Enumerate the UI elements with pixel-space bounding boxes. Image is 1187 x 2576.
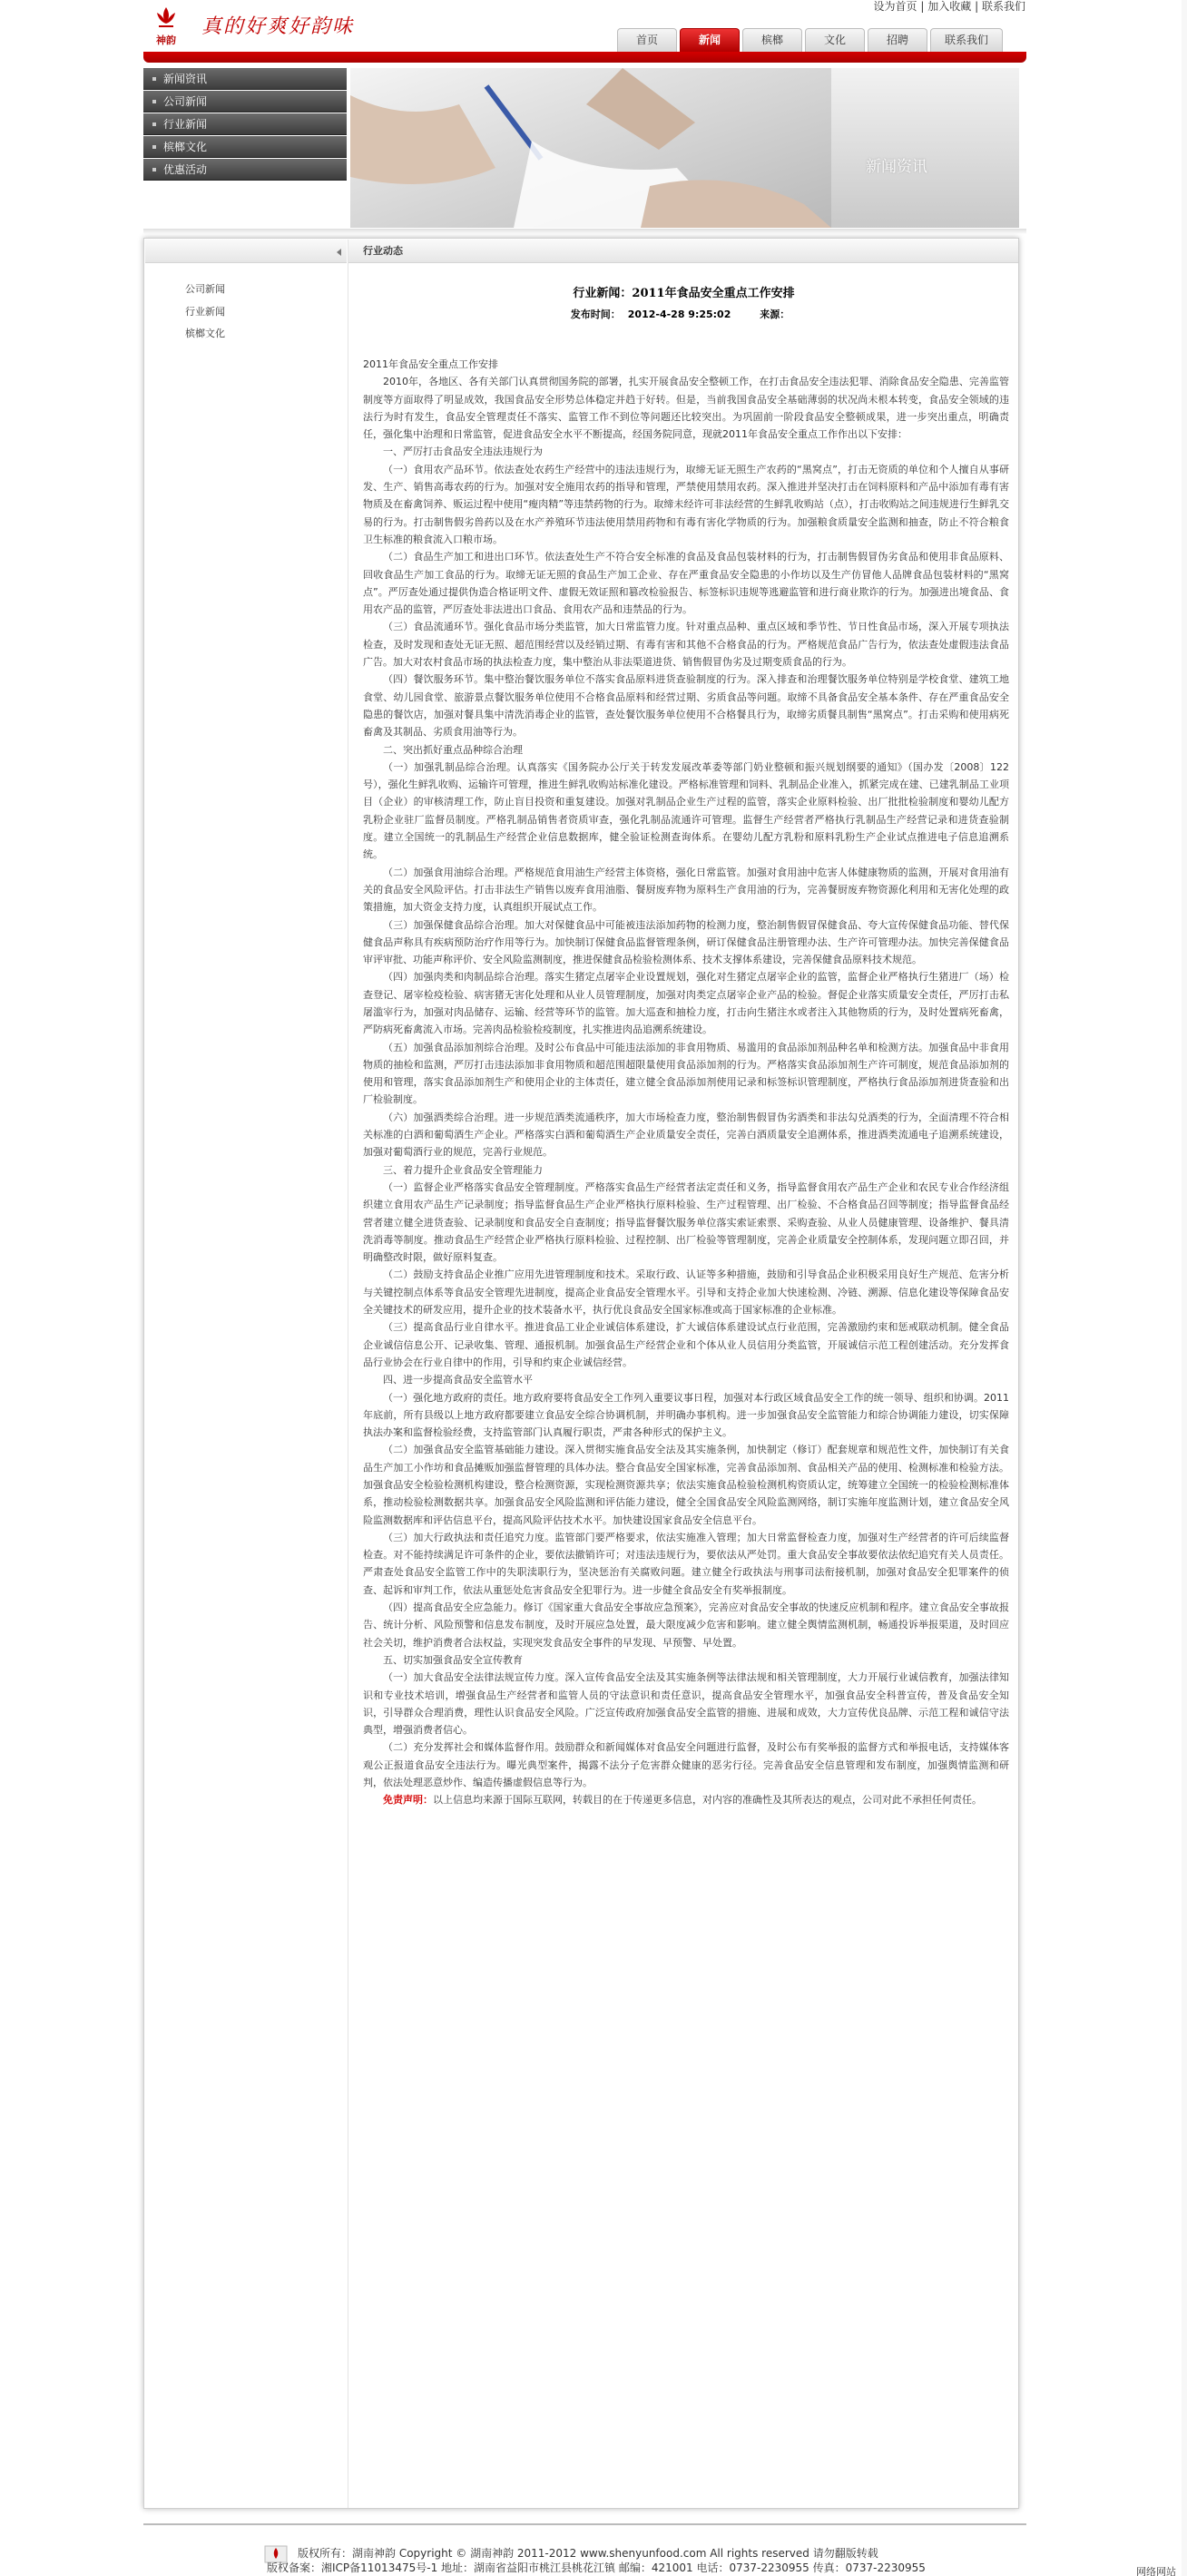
banner-image	[350, 68, 831, 228]
nav-tab-jobs[interactable]: 招聘	[868, 28, 927, 52]
left-menu-label: 新闻资讯	[163, 73, 208, 85]
article-paragraph: （一）加大食品安全法律法规宣传力度。深入宣传食品安全法及其实施条例等法律法规和相关管理制度，大力开展行业诚信教育，加强法律知识和专业技术培训，增强食品生产经营者和监管人员的守法意识和责任意识，提高食品安全管理水平，加强食品安全科普宣传，普及食品安全知识，引导群众合理消费，理性认识食品安全风险。广泛宣传政府加强食品安全监管的措施、进展和成效，大力宣传优良品牌、示范工程和诚信守法典型，增强消费者信心。	[363, 1671, 1009, 1737]
left-menu-company-news[interactable]	[143, 91, 347, 113]
nav-red-bar	[143, 52, 1026, 63]
bullet-icon	[152, 100, 156, 103]
article-paragraph: 三、着力提升企业食品安全管理能力	[383, 1163, 543, 1176]
article-panel	[348, 240, 1018, 2508]
banner-separator	[143, 229, 1026, 234]
article-paragraph: （一）强化地方政府的责任。地方政府要将食品安全工作列入重要议事日程，加强对本行政区域食品安全工作的统一领导、组织和协调。2011年底前，所有县级以上地方政府都要建立食品安全综合协调机制，并明确办事机构。进一步加强食品安全监管能力和综合协调能力建设，切实保障执法办案和监督检验经费，支持监管部门认真履行职责，严肃各种形式的保护主义。	[363, 1391, 1009, 1439]
article-paragraph: （三）提高食品行业自律水平。推进食品工业企业诚信体系建设，扩大诚信体系建设试点行业范围，完善激励约束和惩戒联动机制。健全食品企业诚信信息公开、记录收集、管理、通报机制。加强食品生产经营企业和个体从业人员信用分类监管，开展诚信示范工程创建活动。充分发挥食品行业协会在行业自律中的作用，引导和约束企业诚信经营。	[363, 1321, 1009, 1368]
set-homepage-link[interactable]: 设为首页	[873, 0, 917, 13]
nav-tab-culture[interactable]: 文化	[805, 28, 865, 52]
disclaimer-text: 以上信息均来源于国际互联网，转载目的在于传递更多信息，对内容的准确性及其所表达的观点，公司对此不承担任何责任。	[433, 1794, 982, 1807]
article-body	[363, 356, 1009, 1809]
article-paragraph: （一）加强乳制品综合治理。认真落实《国务院办公厅关于转发发展改革委等部门奶业整顿和振兴规划纲要的通知》（国办发〔2008〕122号），强化生鲜乳收购、运输许可管理，推进生鲜乳收购站标准化建设。严格标准管理和饲料、乳制品企业准入，抓紧完成在建、已建乳制品工业项目（企业）的审核清理工作，防止盲目投资和重复建设。加强对乳制品企业生产过程的监管，落实企业原料检验、出厂批批检验制度和婴幼儿配方乳粉企业驻厂监督员制度。严格乳制品销售者资质审查，强化乳制品流通许可管理。监督生产经营者严格执行乳制品生产经营记录和进货查验制度。建立全国统一的乳制品生产经营企业信息数据库，健全验证检测查询体系。在婴幼儿配方乳粉和原料乳粉生产企业试点推进电子信息追溯系统。	[363, 760, 1009, 861]
site-header	[0, 0, 1187, 54]
disclaimer-label: 免责声明：	[383, 1794, 433, 1807]
lotus-logo-icon	[155, 5, 177, 31]
article-paragraph: （二）加强食品安全监管基础能力建设。深入贯彻实施食品安全法及其实施条例，加快制定（修订）配套规章和规范性文件，加快制订有关食品生产加工小作坊和食品摊贩加强监督管理的具体办法。整合食品安全国家标准，完善食品添加剂、食品相关产品的使用、检测标准和检验方法。加强食品安全检验检测机构建设，整合检测资源，实现检测资源共享；依法实施食品检验检测机构资质认定，统筹建立全国统一的检验检测标准体系，推动检验检测数据共享。加强食品安全风险监测和评估能力建设，健全全国食品安全风险监测网络，制订实施年度监测计划，建立食品安全风险监测数据库和评估信息平台，提高风险评估技术水平。加快建设国家食品安全信息平台。	[363, 1444, 1009, 1526]
nav-tab-home[interactable]: 首页	[617, 28, 677, 52]
article-paragraph: 2011年食品安全重点工作安排	[363, 358, 498, 370]
article-paragraph: （三）加大行政执法和责任追究力度。监管部门要严格要求，依法实施准入管理；加大日常监督检查力度，加强对生产经营者的许可后续监督检查。对不能持续满足许可条件的企业，要依法撤销许可；对违法违规行为，要依法从严处罚。重大食品安全事故要依法依纪追究有关人员责任。严肃查处食品安全监管工作中的失职渎职行为，坚决惩治有关腐败问题。建立健全行政执法与刑事司法衔接机制，加强对食品安全犯罪案件的侦查、起诉和审判工作，依法从重惩处危害食品安全犯罪行为。进一步健全食品安全有奖举报制度。	[363, 1531, 1009, 1596]
left-menu-label: 槟榔文化	[163, 141, 208, 153]
footer-copyright: 版权所有：湖南神韵 Copyright © 湖南神韵 2011-2012 www.shenyunfood.com All rights reserved 请勿翻版转载	[298, 2547, 878, 2560]
main-nav	[617, 28, 1025, 52]
sidebar-item-industry-news[interactable]: 行业新闻	[185, 305, 225, 318]
sidebar-item-betel-culture[interactable]: 槟榔文化	[185, 328, 225, 339]
link-separator: |	[975, 0, 979, 13]
article-paragraph: 2010年，各地区、各有关部门认真贯彻国务院的部署，扎实开展食品安全整顿工作，在打击食品安全违法犯罪、消除食品安全隐患、完善监管制度等方面取得了明显成效，我国食品安全形势总体稳定并趋于好转。但是，当前我国食品安全基础薄弱的状况尚未根本转变，食品安全领域的违法行为时有发生，食品安全管理责任不落实、监管工作不到位等问题还比较突出。为巩固前一阶段食品安全整顿成果，进一步突出重点，明确责任，强化集中治理和日常监管，促进食品安全水平不断提高，经国务院同意，现就2011年食品安全重点工作作出以下安排：	[363, 376, 1009, 441]
left-menu-promotions[interactable]	[143, 159, 347, 181]
bullet-icon	[152, 122, 156, 126]
article-paragraph: （三）加强保健食品综合治理。加大对保健食品中可能被违法添加药物的检测力度，整治制售假冒保健食品、夸大宣传保健食品功能、替代保健食品声称具有疾病预防治疗作用等行为。加快制订保健食品监督管理条例，研订保健食品注册管理办法、生产许可管理办法。加快完善保健食品审评审批、功能声称评价、安全风险监测制度，推进保健食品检验检测体系、技术支撑体系建设，完善保健食品原料技术规范。	[363, 918, 1009, 966]
site-footer	[267, 2546, 1044, 2575]
article-paragraph: （二）加强食用油综合治理。严格规范食用油生产经营主体资格，强化日常监管。加强对食用油中危害人体健康物质的监测，开展对食用油有关的食品安全风险评估。打击非法生产销售以废弃食用油脂、餐厨废弃物为原料生产食用油的行为，完善餐厨废弃物资源化利用和无害化处理的政策措施，加大资金支持力度，认真组织开展试点工作。	[363, 866, 1009, 914]
article-meta	[348, 307, 1019, 321]
left-menu-label: 优惠活动	[163, 163, 208, 176]
left-menu-label: 公司新闻	[163, 95, 208, 108]
nav-tab-news[interactable]: 新闻	[680, 28, 740, 52]
banner-title-panel	[831, 68, 1019, 228]
article-paragraph: 五、切实加强食品安全宣传教育	[383, 1653, 523, 1666]
nav-tab-contact[interactable]: 联系我们	[930, 28, 1003, 52]
sidebar-item-company-news[interactable]: 公司新闻	[185, 283, 225, 295]
publish-time: 2012-4-28 9:25:02	[627, 309, 731, 320]
site-logo[interactable]	[148, 5, 184, 45]
footer-divider	[143, 2523, 1026, 2525]
disclaimer	[363, 1791, 1009, 1808]
logo-text: 神韵	[156, 34, 176, 46]
left-menu	[143, 68, 347, 181]
article-paragraph: （一）食用农产品环节。依法查处农药生产经营中的违法违规行为，取缔无证无照生产农药的“黑窝点”，打击无资质的单位和个人擅自从事研发、生产、销售高毒农药的行为。加强对安全施用农药的指导和管理，严禁使用禁用农药。深入推进并坚决打击在饲料原料和产品中添加有毒有害物质及在畜禽饲养、贩运过程中使用“瘦肉精”等违禁药物的行为。取缔未经许可非法经营的生鲜乳收购站（点），打击收购站之间违规进行生鲜乳交易的行为。打击制售假劣兽药以及在水产养殖环节违法使用禁用药物和有毒有害化学物质的行为。加强粮食质量安全监测和抽查，防止不符合粮食卫生标准的粮食流入口粮市场。	[363, 463, 1009, 545]
article-paragraph: 二、突出抓好重点品种综合治理	[383, 743, 523, 756]
bullet-icon	[152, 77, 156, 81]
link-separator: |	[920, 0, 925, 13]
main-content-box	[143, 238, 1019, 2509]
banner	[350, 68, 1019, 228]
article-paragraph: （三）食品流通环节。强化食品市场分类监管，加大日常监管力度。针对重点品种、重点区域和季节性、节日性食品市场，深入开展专项执法检查，及时发现和查处无证无照、超范围经营以及经销过期、有毒有害和其他不合格食品的行为。严格规范食品广告行为，依法查处虚假违法食品广告。加大对农村食品市场的执法检查力度，集中整治从非法渠道进货、销售假冒伪劣及过期变质食品的行为。	[363, 621, 1009, 669]
article-title: 行业新闻：2011年食品安全重点工作安排	[573, 287, 795, 300]
sidebar-header	[145, 240, 347, 263]
sidebar-links	[145, 263, 347, 346]
article-paragraph: （四）加强肉类和肉制品综合治理。落实生猪定点屠宰企业设置规划，强化对生猪定点屠宰企业的监管，监督企业严格执行生猪进厂（场）检查登记、屠宰检疫检验、病害猪无害化处理和从业人员管理制度，加强对肉类定点屠宰企业产品的检验。督促企业落实质量安全责任，严厉打击私屠滥宰行为，加强对肉品储存、运输、经营等环节的监管。加大巡查和抽检力度，打击向生猪注水或者注入其他物质的行为，及时处置病死畜禽，严防病死畜禽流入市场。完善肉品检验检疫制度，扎实推进肉品追溯系统建设。	[363, 971, 1009, 1036]
left-menu-betel-culture[interactable]	[143, 136, 347, 158]
article-paragraph: （二）鼓励支持食品企业推广应用先进管理制度和技术。采取行政、认证等多种措施，鼓励和引导食品企业积极采用良好生产规范、危害分析与关键控制点体系等食品安全管理先进制度，提高企业食品安全管理水平。引导和支持企业加大快速检测、冷链、溯源、信息化建设等保障食品安全关键技术的研发应用，提升企业的技术装备水平，执行优良食品安全国家标准或高于国家标准的企业标准。	[363, 1268, 1009, 1317]
article-paragraph: （四）餐饮服务环节。集中整治餐饮服务单位不落实食品原料进货查验制度的行为。深入排查和治理餐饮服务单位特别是学校食堂、建筑工地食堂、幼儿园食堂、旅游景点餐饮服务单位使用不合格食品原料和经营过期、劣质食品等问题。取缔不具备食品安全基本条件、存在严重食品安全隐患的餐饮店，加强对餐具集中清洗消毒企业的监管，查处餐饮服务单位使用不合格餐具行为，取缔劣质餐具制售“黑窝点”。打击采购和使用病死畜禽及其制品、劣质食用油等行为。	[363, 673, 1009, 739]
contact-us-link[interactable]: 联系我们	[981, 0, 1025, 13]
slogan: 真的好爽好韵味	[201, 15, 355, 38]
page-edge	[1182, 0, 1187, 2576]
bullet-icon	[152, 145, 156, 149]
article-paragraph: （五）加强食品添加剂综合治理。及时公布食品中可能违法添加的非食用物质、易滥用的食品添加剂品种名单和检测方法。加强食品中非食用物质的抽检和监测，严厉打击违法添加非食用物质和超范围超限量使用食品添加剂的行为。严格落实食品添加剂生产许可制度，规范食品添加剂的使用和管理，落实食品添加剂生产和使用企业的主体责任，建立健全食品添加剂使用记录和标签标识管理制度，严格执行食品添加剂进货查验和出厂检验制度。	[363, 1041, 1009, 1106]
article-paragraph: （六）加强酒类综合治理。进一步规范酒类流通秩序，加大市场检查力度，整治制售假冒伪劣酒类和非法勾兑酒类的行为，全面清理不符合相关标准的白酒和葡萄酒生产企业。严格落实白酒和葡萄酒生产企业质量安全责任，完善白酒质量安全追溯体系，推进酒类流通电子追溯系统建设，加强对葡萄酒行业的规范，完善行业规范。	[363, 1111, 1009, 1159]
top-links	[871, 0, 1025, 13]
nav-tab-betel[interactable]: 槟榔	[742, 28, 802, 52]
banner-title: 新闻资讯	[866, 158, 927, 176]
footer-record: 版权备案：湘ICP备11013475号-1 地址：湖南省益阳市桃江县桃花江镇 邮编：421001 电话：0737-2230955 传真：0737-2230955	[267, 2561, 926, 2574]
arrow-left-icon	[337, 249, 341, 256]
sidebar	[145, 240, 347, 2508]
left-menu-industry-news[interactable]	[143, 113, 347, 135]
corner-stamp: 网络网站	[1136, 2566, 1176, 2576]
publish-time-label: 发布时间：	[570, 309, 621, 320]
article-paragraph: 一、严厉打击食品安全违法违规行为	[383, 446, 543, 458]
article-paragraph: （二）充分发挥社会和媒体监督作用。鼓励群众和新闻媒体对食品安全问题进行监督，及时公布有奖举报的监督方式和举报电话，支持媒体客观公正报道食品安全违法行为。曝光典型案件，揭露不法分子危害群众健康的恶劣行径。完善食品安全信息管理和发布制度，加强舆情监测和研判，依法处理恶意炒作、编造传播虚假信息等行为。	[363, 1741, 1009, 1789]
left-menu-news[interactable]	[143, 68, 347, 90]
left-menu-label: 行业新闻	[163, 118, 208, 131]
source-label: 来源：	[760, 309, 790, 320]
add-favorite-link[interactable]: 加入收藏	[927, 0, 972, 13]
article-paragraph: （一）监督企业严格落实食品安全管理制度。严格落实食品生产经营者法定责任和义务，指导监督食用农产品生产企业和农民专业合作经济组织建立食用农产品生产记录制度；指导监督食品生产企业严格执行原料检验、生产过程管理、出厂检验、不合格食品召回等制度；指导监督食品经营者建立健全进货查验、记录制度和食品安全自查制度；指导监督餐饮服务单位落实索证索票、采购查验、从业人员健康管理、设备维护、餐具清洗消毒等制度。推动食品生产经营企业严格执行原料检验、过程控制、出厂检验等管理制度，完善企业质量安全控制体系，发现问题立即召回，并明确整改时限，做好原料复查。	[363, 1180, 1009, 1264]
article-paragraph: （二）食品生产加工和进出口环节。依法查处生产不符合安全标准的食品及食品包装材料的行为，打击制售假冒伪劣食品和使用非食品原料、回收食品生产加工食品的行为。取缔无证无照的食品生产加工企业、存在严重食品安全隐患的小作坊以及生产仿冒他人品牌食品包装材料的“黑窝点”。严厉查处通过提供伪造合格证明文件、虚假无效证照和篡改检验报告、标签标识违规等逃避监管和进行商业欺诈的行为。加强进出境食品、食用农产品的监管，严厉查处非法进出口食品、食用农产品和违禁品的行为。	[363, 551, 1009, 616]
article-paragraph: 四、进一步提高食品安全监管水平	[383, 1374, 533, 1386]
section-title: 行业动态	[348, 240, 1018, 263]
article-paragraphs	[363, 356, 1009, 1791]
bullet-icon	[152, 168, 156, 171]
article-paragraph: （四）提高食品安全应急能力。修订《国家重大食品安全事故应急预案》，完善应对食品安全事故的快速反应机制和程序。建立食品安全事故报告、统计分析、风险预警和信息发布制度，及时开展应急处置，最大限度减少危害和影响。建立健全舆情监测机制，畅通投诉举报渠道，及时回应社会关切，维护消费者合法权益，实现突发食品安全事件的早发现、早预警、早处置。	[363, 1601, 1009, 1649]
